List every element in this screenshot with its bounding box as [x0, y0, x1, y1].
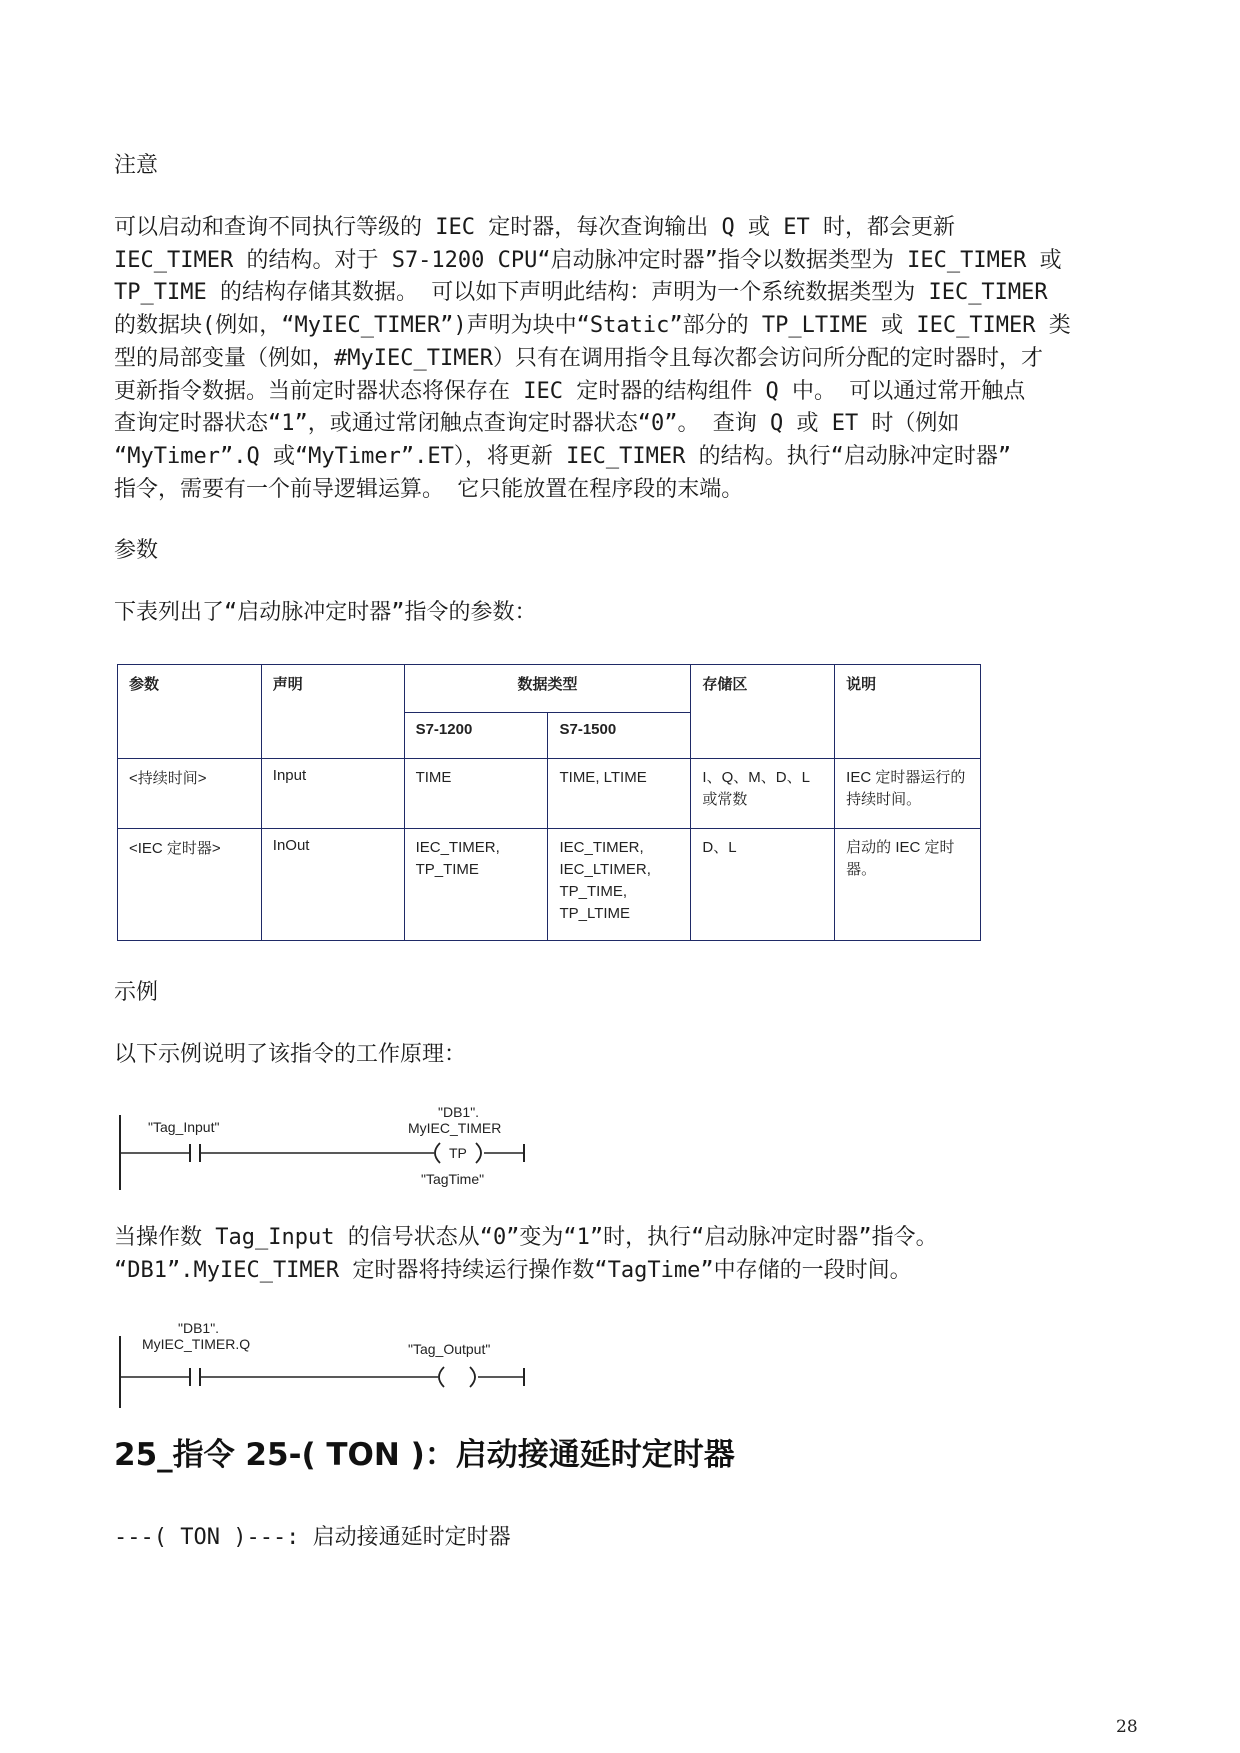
cell-line: TP_LTIME: [559, 905, 631, 922]
section-heading: 25_指令 25-( TON )：启动接通延时定时器: [114, 1437, 735, 1473]
coil-param: "TagTime": [421, 1171, 485, 1187]
cell-line: TP_TIME,: [559, 883, 627, 900]
example-intro: 以下示例说明了该指令的工作原理：: [114, 1042, 467, 1067]
explanation-line: 当操作数 Tag_Input 的信号状态从“0”变为“1”时，执行“启动脉冲定时器”指令。: [114, 1225, 938, 1250]
note-line: 指令，需要有一个前导逻辑运算。 它只能放置在程序段的末端。: [114, 476, 744, 502]
cell-param: <持续时间>: [118, 759, 262, 829]
cell-line: D、L: [702, 839, 737, 856]
note-line: TP_TIME 的结构存储其数据。 可以如下声明此结构：声明为一个系统数据类型为 IEC_TIMER: [114, 280, 1048, 306]
cell-line: I、Q、M、D、L: [702, 769, 810, 786]
contact-label-timer: MyIEC_TIMER.Q: [142, 1336, 251, 1352]
header-datatype: 数据类型: [404, 665, 691, 713]
cell-line: IEC 定时器运行的: [846, 769, 966, 786]
page-number: 28: [1116, 1717, 1138, 1737]
contact-label-db: "DB1".: [178, 1320, 220, 1336]
note-line: “MyTimer”.Q 或“MyTimer”.ET），将更新 IEC_TIMER 的结构。执行“启动脉冲定时器”: [114, 443, 1012, 469]
coil-label-timer: MyIEC_TIMER: [408, 1120, 502, 1136]
example-title: 示例: [114, 980, 159, 1005]
cell-line: IEC_TIMER,: [415, 839, 500, 856]
cell-s7-1200: [404, 759, 548, 829]
cell-memory: [691, 759, 835, 829]
note-line: 可以启动和查询不同执行等级的 IEC 定时器，每次查询输出 Q 或 ET 时，都会更新: [114, 215, 955, 240]
cell-s7-1500: [548, 829, 691, 941]
note-line: 更新指令数据。当前定时器状态将保存在 IEC 定时器的结构组件 Q 中。 可以通过常开触点: [114, 378, 1026, 404]
header-s7-1500: S7-1500: [548, 713, 691, 759]
ton-subline: ---( TON )---: 启动接通延时定时器: [114, 1525, 511, 1550]
coil-label: "Tag_Output": [408, 1341, 491, 1357]
cell-description: [835, 759, 981, 829]
params-title: 参数: [114, 538, 159, 563]
cell-line: 启动的 IEC 定时: [846, 839, 955, 856]
table-row: [118, 759, 981, 829]
ladder-diagram-output: [110, 1312, 540, 1412]
ladder-diagram-tp: [110, 1100, 540, 1200]
cell-memory: [691, 829, 835, 941]
explanation-line: “DB1”.MyIEC_TIMER 定时器将持续运行操作数“TagTime”中存储的一段时间。: [114, 1257, 912, 1283]
header-memory: 存储区: [691, 665, 835, 759]
cell-declaration: Input: [261, 759, 404, 829]
cell-declaration: InOut: [261, 829, 404, 941]
header-s7-1200: S7-1200: [404, 713, 548, 759]
cell-line: TP_TIME: [415, 861, 479, 878]
cell-line: 持续时间。: [846, 791, 922, 808]
coil-label-db: "DB1".: [438, 1104, 480, 1120]
note-line: 型的局部变量（例如，#MyIEC_TIMER）只有在调用指令且每次都会访问所分配的定时器时，才: [114, 345, 1043, 371]
header-declaration: 声明: [261, 665, 404, 759]
cell-line: 或常数: [702, 791, 748, 808]
cell-line: TIME: [415, 769, 452, 786]
note-line: 的数据块(例如，“MyIEC_TIMER”)声明为块中“Static”部分的 TP_LTIME 或 IEC_TIMER 类: [114, 313, 1071, 339]
parameters-table: [117, 664, 981, 941]
contact-label: "Tag_Input": [148, 1119, 220, 1135]
note-line: IEC_TIMER 的结构。对于 S7-1200 CPU“启动脉冲定时器”指令以数据类型为 IEC_TIMER 或: [114, 247, 1062, 273]
normally-open-contact: [190, 1368, 200, 1386]
cell-line: TIME, LTIME: [559, 769, 647, 786]
explanation-paragraph: [114, 1222, 1144, 1287]
cell-line: IEC_LTIMER,: [559, 861, 651, 878]
params-intro: 下表列出了“启动脉冲定时器”指令的参数：: [114, 600, 537, 625]
note-paragraph: [114, 212, 1144, 506]
header-description: 说明: [835, 665, 981, 759]
note-line: 查询定时器状态“1”，或通过常闭触点查询定时器状态“0”。 查询 Q 或 ET 时（例如: [114, 411, 960, 437]
cell-description: [835, 829, 981, 941]
output-coil: [439, 1367, 475, 1387]
coil-text: TP: [449, 1145, 467, 1161]
header-param: 参数: [118, 665, 262, 759]
cell-s7-1500: [548, 759, 691, 829]
cell-param: <IEC 定时器>: [118, 829, 262, 941]
normally-open-contact: [190, 1144, 200, 1162]
table-row: [118, 829, 981, 941]
cell-line: 器。: [846, 861, 877, 878]
cell-line: IEC_TIMER,: [559, 839, 644, 856]
cell-s7-1200: [404, 829, 548, 941]
note-title: 注意: [114, 153, 159, 178]
